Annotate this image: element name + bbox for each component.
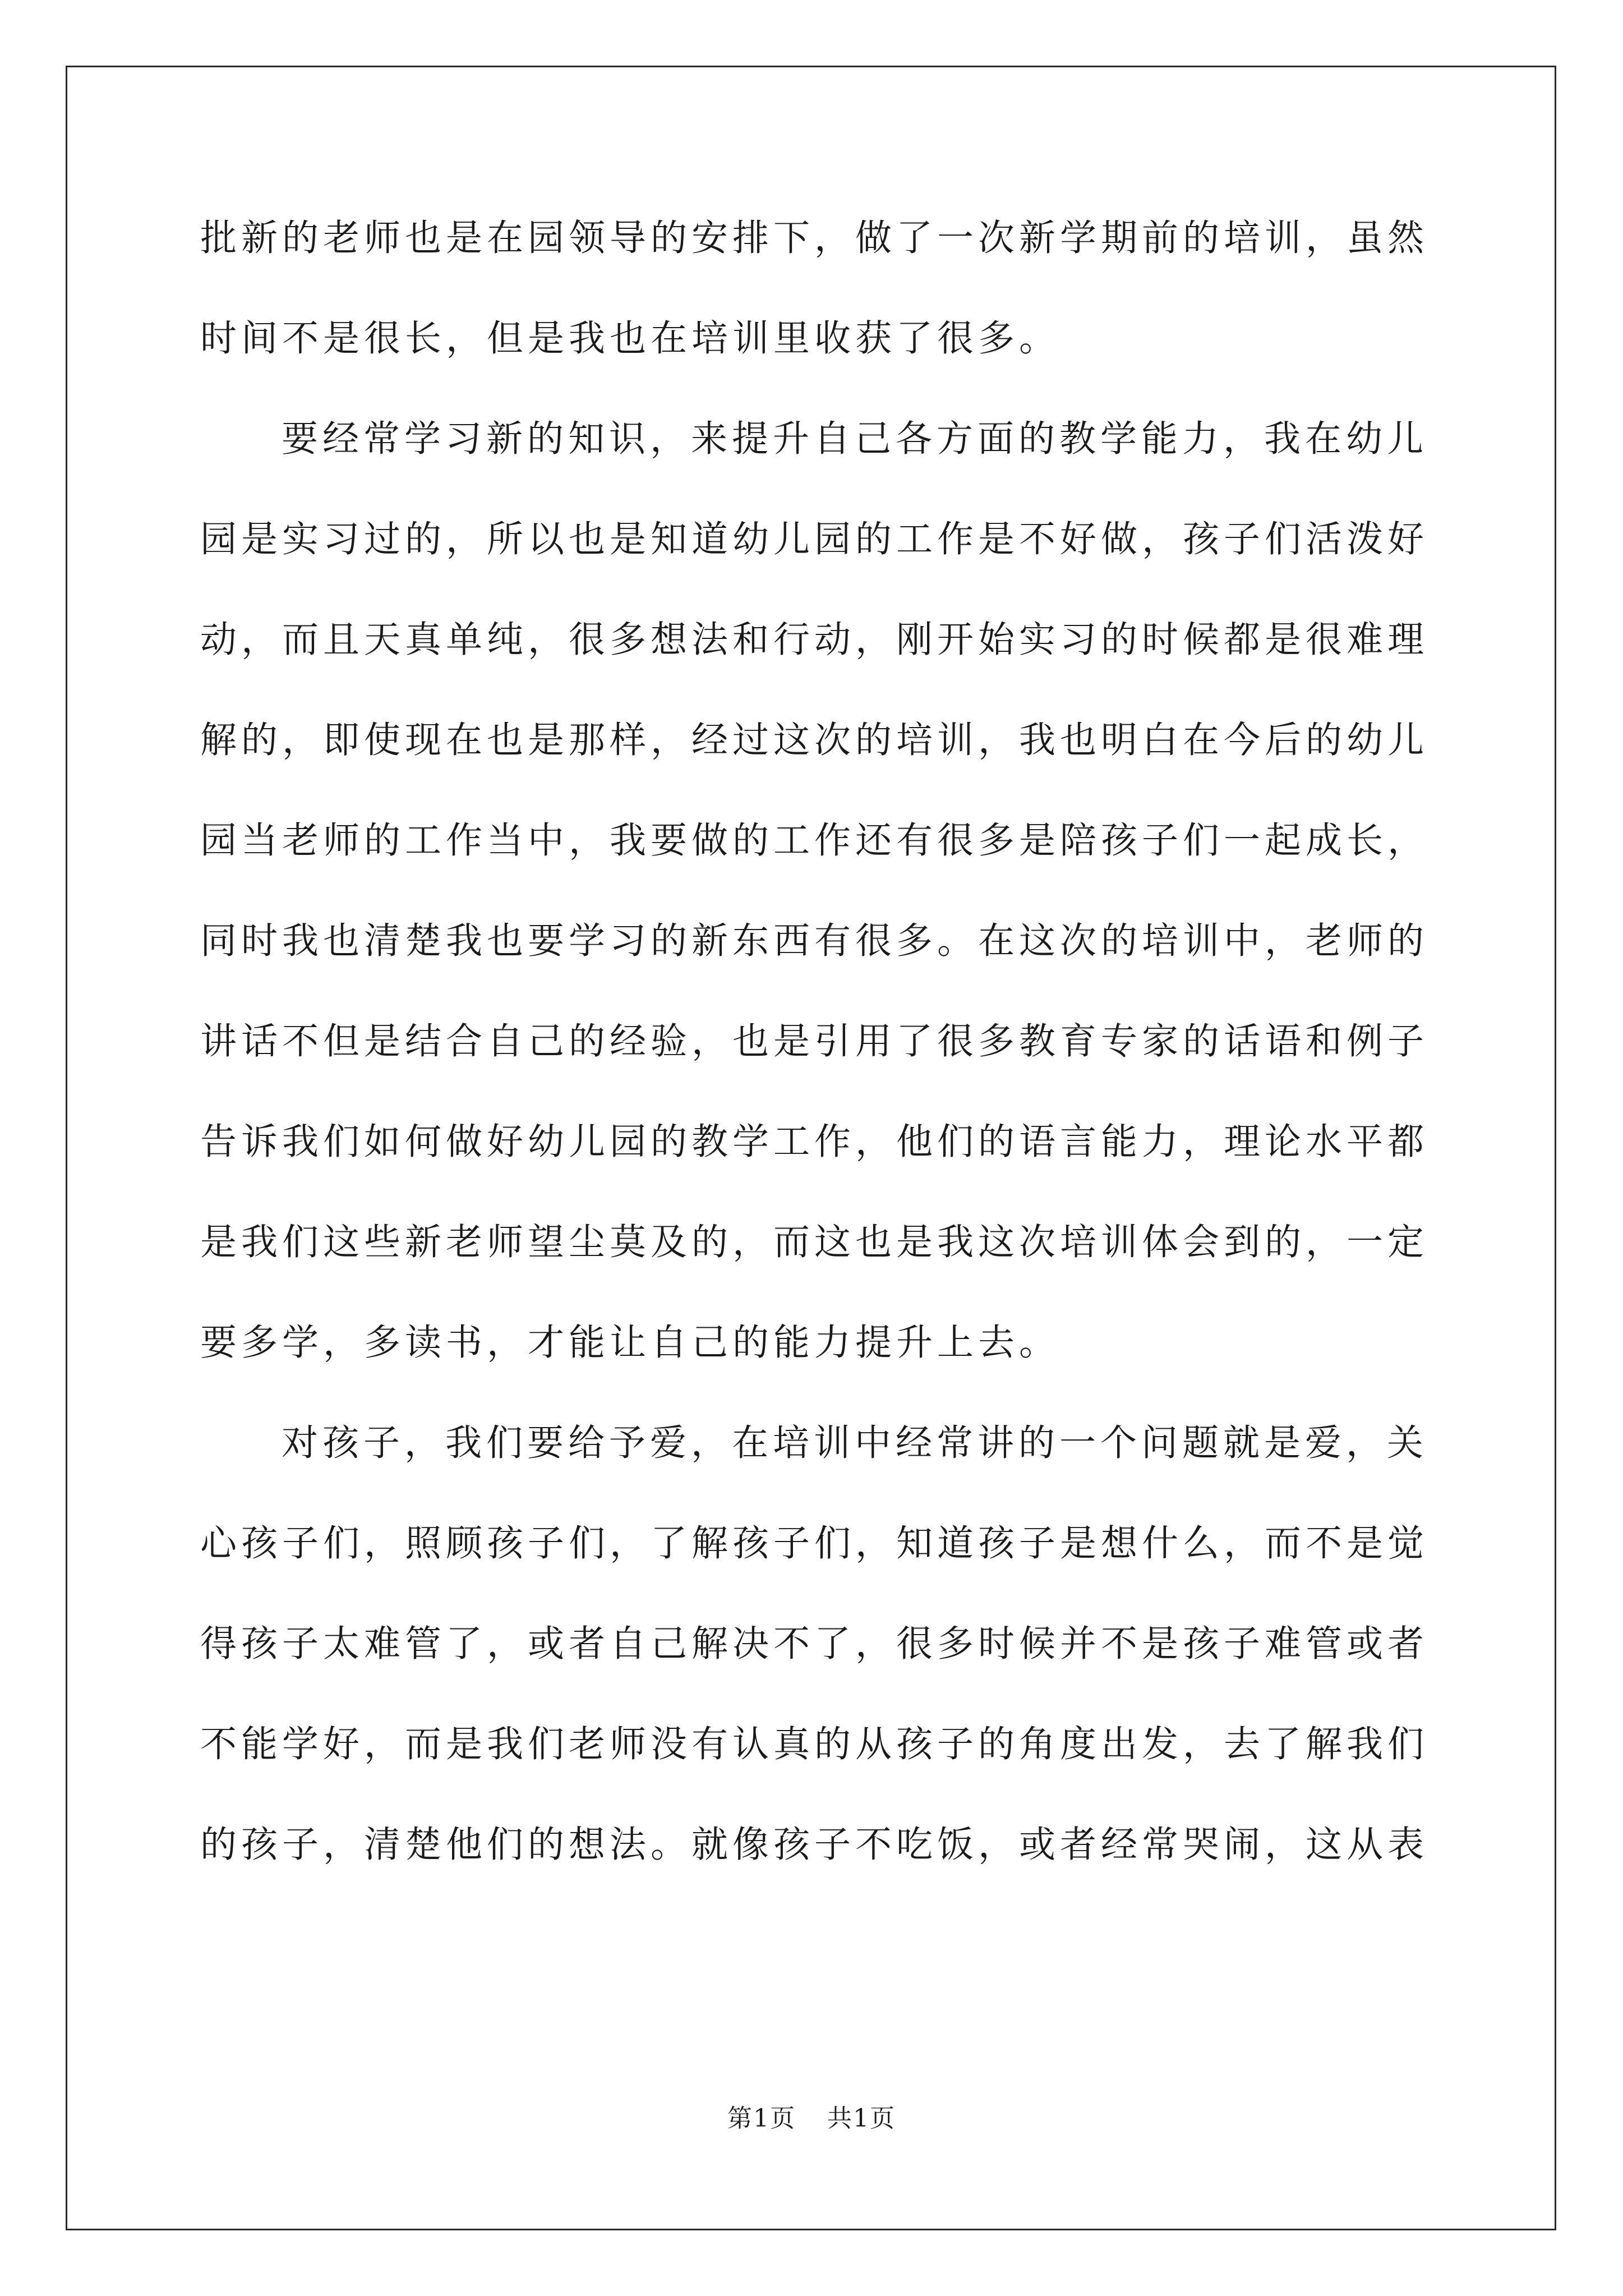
- text-line: 时间不是很长，但是我也在培训里收获了很多。: [200, 318, 1061, 360]
- page-footer: [0, 2098, 1623, 2134]
- text-line: 告诉我们如何做好幼儿园的教学工作，他们的语言能力，理论水平都: [200, 1121, 1429, 1163]
- text-line: 动，而且天真单纯，很多想法和行动，刚开始实习的时候都是很难理: [200, 619, 1429, 661]
- text-line: 的孩子，清楚他们的想法。就像孩子不吃饭，或者经常哭闹，这从表: [200, 1824, 1429, 1866]
- text-line: 同时我也清楚我也要学习的新东西有很多。在这次的培训中，老师的: [200, 920, 1429, 962]
- text-line: 心孩子们，照顾孩子们，了解孩子们，知道孩子是想什么，而不是觉: [200, 1522, 1429, 1565]
- text-line: 要经常学习新的知识，来提升自己各方面的教学能力，我在幼儿: [282, 418, 1428, 460]
- text-line: 要多学，多读书，才能让自己的能力提升上去。: [200, 1322, 1061, 1364]
- document-body: [200, 208, 1428, 1915]
- text-line: 园是实习过的，所以也是知道幼儿园的工作是不好做，孩子们活泼好: [200, 518, 1429, 560]
- text-line: 讲话不但是结合自己的经验，也是引用了很多教育专家的话语和例子: [200, 1020, 1429, 1062]
- text-line: 解的，即使现在也是那样，经过这次的培训，我也明白在今后的幼儿: [200, 719, 1429, 761]
- text-line: 是我们这些新老师望尘莫及的，而这也是我这次培训体会到的，一定: [200, 1221, 1429, 1263]
- text-line: 对孩子，我们要给予爱，在培训中经常讲的一个问题就是爱，关: [282, 1422, 1428, 1464]
- text-line: 得孩子太难管了，或者自己解决不了，很多时候并不是孩子难管或者: [200, 1623, 1429, 1665]
- paragraph: [200, 1412, 1428, 1915]
- paragraph: [200, 408, 1428, 1412]
- paragraph: [200, 208, 1428, 408]
- text-line: 批新的老师也是在园领导的安排下，做了一次新学期前的培训，虽然: [200, 217, 1429, 259]
- page-number: 第1页: [727, 2104, 796, 2133]
- text-line: 园当老师的工作当中，我要做的工作还有很多是陪孩子们一起成长，: [200, 820, 1429, 862]
- page-total: 共1页: [827, 2104, 896, 2133]
- text-line: 不能学好，而是我们老师没有认真的从孩子的角度出发，去了解我们: [200, 1723, 1429, 1765]
